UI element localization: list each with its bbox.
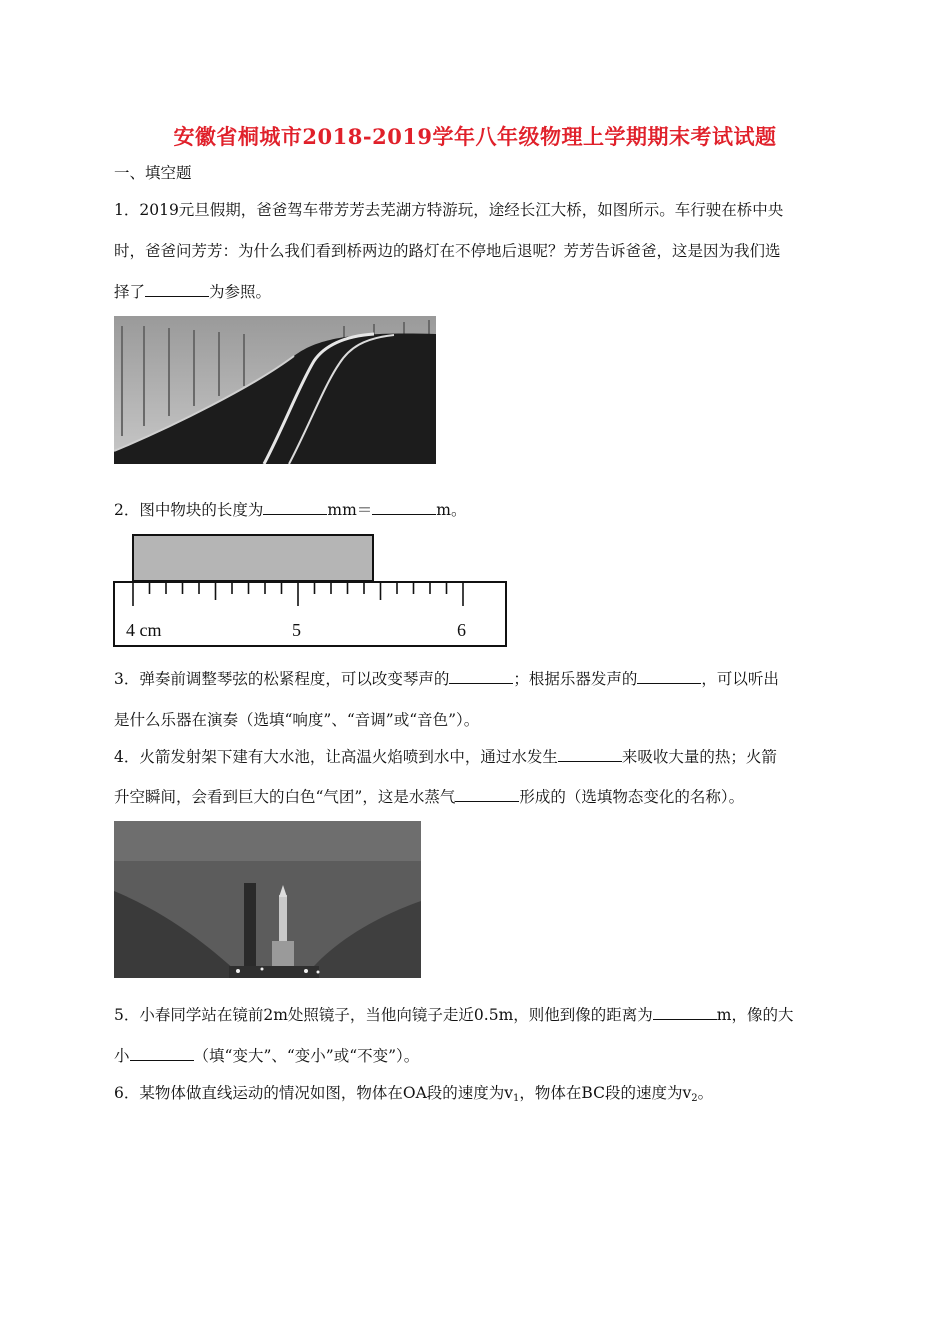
q6-text-a: 6．某物体做直线运动的情况如图，物体在OA段的速度为v	[114, 1084, 514, 1102]
q3-text-b: ；根据乐器发声的	[513, 670, 638, 688]
q2-text-c: m。	[436, 501, 467, 519]
q2-text-b: mm＝	[327, 501, 373, 519]
q2-text-a: 2．图中物块的长度为	[114, 501, 264, 519]
q5-line1	[114, 1005, 844, 1025]
q4-blank-2[interactable]	[455, 787, 519, 802]
q2-blank-m[interactable]	[372, 500, 436, 515]
q6-sub1: 1	[513, 1093, 520, 1104]
q1-answer-blank[interactable]	[145, 282, 209, 297]
q4-text-d: 形成的（选填物态变化的名称）。	[519, 788, 745, 806]
ruler-label-6: 6	[457, 620, 466, 640]
q5-text-a: 5．小春同学站在镜前2m处照镜子，当他向镜子走近0.5m，则他到像的距离为	[114, 1006, 653, 1024]
q5-text-c: 小	[114, 1047, 130, 1065]
q3-blank-2[interactable]	[637, 669, 701, 684]
rocket-launch-photo	[114, 821, 421, 978]
q6-text-c: 。	[697, 1084, 714, 1102]
q4-blank-1[interactable]	[558, 747, 622, 762]
q5-text-b: m，像的大	[716, 1006, 794, 1024]
q4-line1	[114, 747, 844, 767]
q4-line2	[114, 787, 844, 807]
q1-text-b: 为参照。	[209, 283, 272, 301]
q6-text-b: ，物体在BC段的速度为v	[519, 1084, 692, 1102]
q1-text-a: 择了	[114, 283, 146, 301]
q1-line3	[114, 282, 844, 302]
exam-title: 安徽省桐城市2018-2019学年八年级物理上学期期末考试试题	[173, 124, 777, 149]
section-heading: 一、填空题	[114, 164, 192, 182]
ruler-figure	[112, 532, 510, 648]
q2-blank-mm[interactable]	[263, 500, 327, 515]
q4-text-b: 来吸收大量的热；火箭	[621, 748, 777, 766]
q2-line	[114, 500, 844, 520]
block	[133, 535, 373, 581]
q3-line1	[114, 669, 844, 689]
q3-text-c: ，可以听出	[701, 670, 779, 688]
q6-line	[114, 1083, 844, 1109]
q5-blank-2[interactable]	[130, 1046, 194, 1061]
q5-line2	[114, 1046, 844, 1066]
q4-text-a: 4．火箭发射架下建有大水池，让高温火焰喷到水中，通过水发生	[114, 748, 558, 766]
bridge-road-photo	[114, 316, 436, 464]
q3-text-a: 3．弹奏前调整琴弦的松紧程度，可以改变琴声的	[114, 670, 450, 688]
q1-line1: 1．2019元旦假期，爸爸驾车带芳芳去芜湖方特游玩，途经长江大桥，如图所示。车行驶在桥中央	[114, 201, 784, 219]
q5-blank-1[interactable]	[653, 1005, 717, 1020]
ruler-label-5: 5	[292, 620, 301, 640]
ruler-label-4cm: 4 cm	[126, 620, 162, 640]
q4-text-c: 升空瞬间，会看到巨大的白色“气团”，这是水蒸气	[114, 788, 456, 806]
q5-text-d: （填“变大”、“变小”或“不变”）。	[193, 1047, 420, 1065]
q3-line2: 是什么乐器在演奏（选填“响度”、“音调”或“音色”）。	[114, 711, 480, 729]
q1-line2: 时，爸爸问芳芳：为什么我们看到桥两边的路灯在不停地后退呢？芳芳告诉爸爸，这是因为我们选	[114, 242, 781, 260]
q3-blank-1[interactable]	[449, 669, 513, 684]
q6-sub2: 2	[691, 1093, 698, 1104]
